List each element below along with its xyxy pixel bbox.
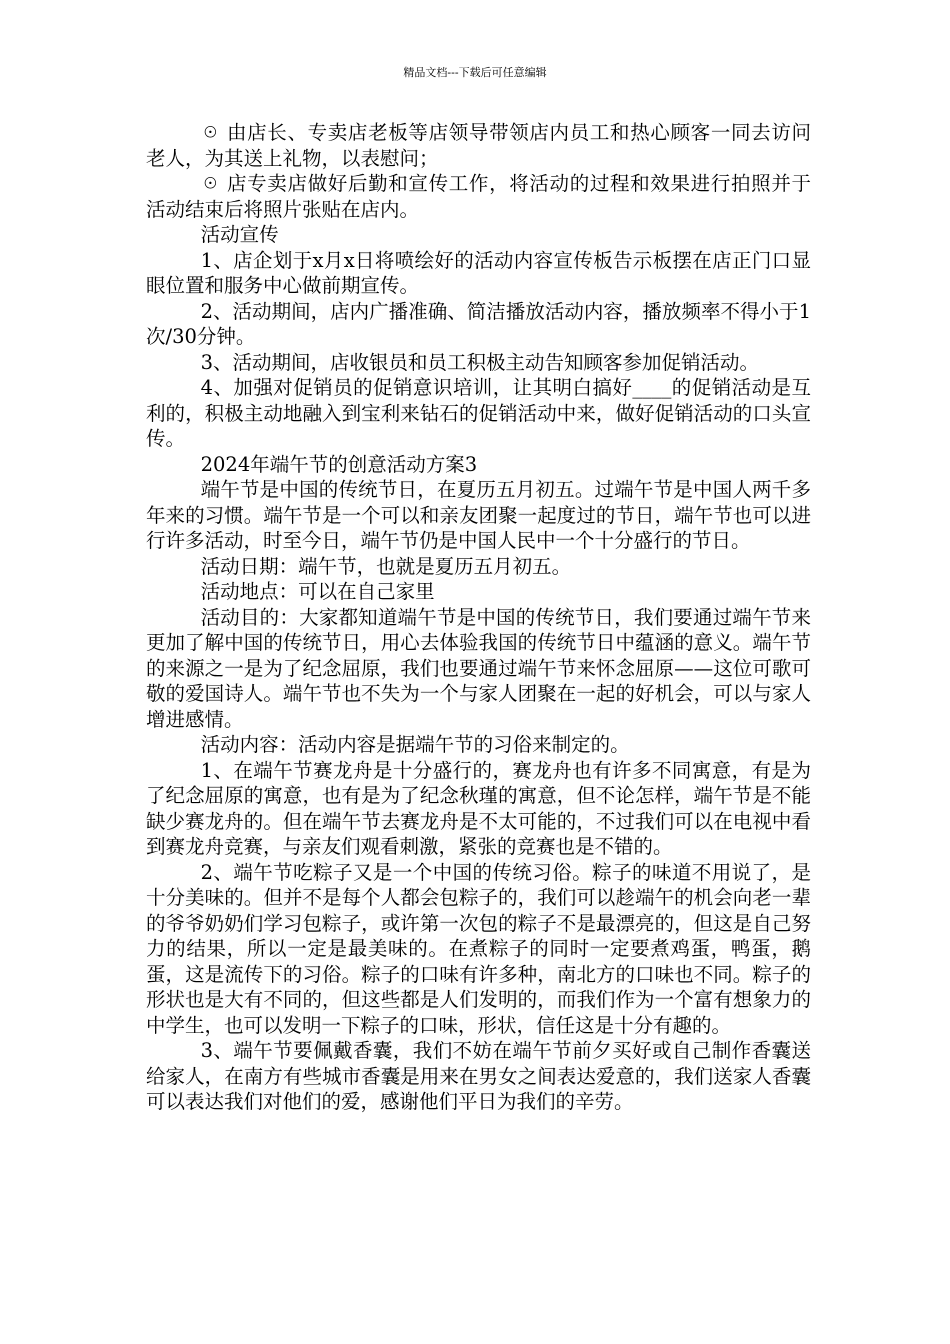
paragraph-activity-date: 活动日期：端午节，也就是夏历五月初五。 bbox=[200, 554, 572, 578]
paragraph-sachet: 3、端午节要佩戴香囊，我们不妨在端午节前夕买好或自己制作香囊送给家人，在南方有些城市香囊是用来在男女之间表达爱意的，我们送家人香囊可以表达我们对他们的爱，感谢他们平日为我们的辛劳。 bbox=[146, 1039, 811, 1113]
section-heading-publicity: 活动宣传 bbox=[200, 223, 279, 246]
document-body bbox=[146, 120, 811, 1115]
paragraph-activity-content: 活动内容：活动内容是据端午节的习俗来制定的。 bbox=[200, 733, 630, 756]
paragraph-zongzi: 2、端午节吃粽子又是一个中国的传统习俗。粽子的味道不用说了，是十分美味的。但并不是每个人都会包粽子的，我们可以趁端午的机会向老一辈的爷爷奶奶们学习包粽子，或许第一次包的粽子不是最漂亮的，但这是自己努力的结果，所以一定是最美味的。在煮粽子的同时一定要煮鸡蛋，鸭蛋，鹅蛋，这是流传下的习俗。粽子的口味有许多种，南北方的口味也不同。粽子的形状也是大有不同的，但这些都是人们发明的，而我们作为一个富有想象力的中学生，也可以发明一下粽子的口味，形状，信任这是十分有趣的。 bbox=[146, 860, 811, 1037]
page-header: 精品文档---下载后可任意编辑 bbox=[403, 66, 547, 79]
paragraph-publicity-4: 4、加强对促销员的促销意识培训，让其明白搞好____的促销活动是互利的，积极主动地融入到宝利来钻石的促销活动中来，做好促销活动的口头宣传。 bbox=[146, 376, 811, 450]
paragraph-dragon-boat: 1、在端午节赛龙舟是十分盛行的，赛龙舟也有许多不同寓意，有是为了纪念屈原的寓意，也有是为了纪念秋瑾的寓意，但不论怎样，端午节是不能缺少赛龙舟的。但在端午节去赛龙舟是不太可能的，不过我们可以在电视中看到赛龙舟竞赛，与亲友们观看刺激，紧张的竞赛也是不错的。 bbox=[146, 758, 811, 858]
paragraph-intro: 端午节是中国的传统节日，在夏历五月初五。过端午节是中国人两千多年来的习惯。端午节是一个可以和亲友团聚一起度过的节日，端午节也可以进行许多活动，时至今日，端午节仍是中国人民中一个十分盛行的节日。 bbox=[146, 478, 811, 552]
paragraph-logistics-publicity: ☉ 店专卖店做好后勤和宣传工作，将活动的过程和效果进行拍照并于活动结束后将照片张贴在店内。 bbox=[146, 172, 811, 221]
paragraph-publicity-1: 1、店企划于x月x日将喷绘好的活动内容宣传板告示板摆在店正门口显眼位置和服务中心做前期宣传。 bbox=[146, 248, 811, 297]
paragraph-publicity-2: 2、活动期间，店内广播准确、简洁播放活动内容，播放频率不得小于1次/30分钟。 bbox=[146, 299, 811, 348]
section-heading-plan-3: 2024年端午节的创意活动方案3 bbox=[200, 452, 478, 476]
paragraph-publicity-3: 3、活动期间，店收银员和员工积极主动告知顾客参加促销活动。 bbox=[200, 350, 760, 374]
paragraph-activity-location: 活动地点：可以在自己家里 bbox=[200, 580, 435, 603]
paragraph-visit-elderly: ☉ 由店长、专卖店老板等店领导带领店内员工和热心顾客一同去访问老人，为其送上礼物，以表慰问； bbox=[146, 121, 811, 170]
paragraph-activity-purpose: 活动目的：大家都知道端午节是中国的传统节日，我们要通过端午节来更加了解中国的传统节日，用心去体验我国的传统节日中蕴涵的意义。端午节的来源之一是为了纪念屈原，我们也要通过端午节来怀念屈原——这位可歌可敬的爱国诗人。端午节也不失为一个与家人团聚在一起的好机会，可以与家人增进感情。 bbox=[146, 605, 811, 731]
